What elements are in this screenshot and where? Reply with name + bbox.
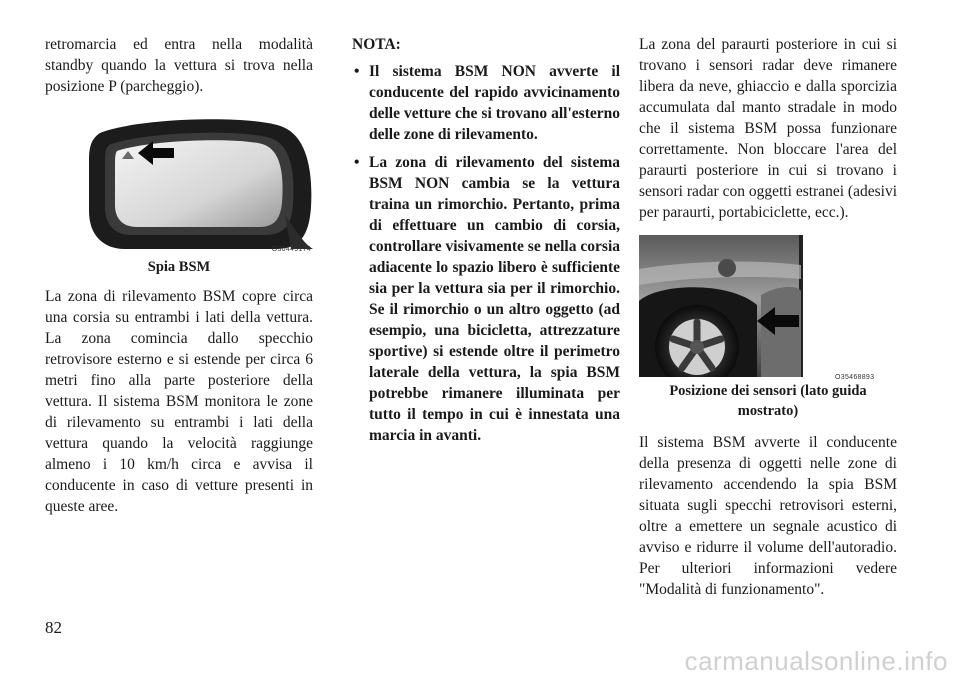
figure-caption: Spia BSM bbox=[147, 259, 211, 275]
list-item: • Il sistema BSM NON avverte il conducente del rapido avvicinamento delle vetture che si trovano all'esterno delle zone di rilevamento. bbox=[352, 61, 620, 145]
list-item: • La zona di rilevamento del sistema BSM NON cambia se la vettura traina un rimorchio. Pertanto, prima di effettuare un cambio di corsia, controllare visivamente se nella corsia adiacente lo spazio libero è sufficiente sia per la vettura sia per il rimorchio. Se il rimorchio o un altro oggetto (ad esempio, una bicicletta, attrezzature sportive) si estende oltre il perimetro laterale della vettura, la spia BSM potrebbe rimanere illuminata per tutto il tempo in cui è innestata una marcia in avanti. bbox=[352, 152, 620, 446]
page-number: 82 bbox=[45, 618, 62, 637]
note-list bbox=[352, 61, 620, 446]
car-rear-with-arrow-icon bbox=[639, 235, 897, 377]
middle-column bbox=[352, 34, 620, 453]
watermark-logo: carmanualsonline.info bbox=[684, 646, 948, 676]
left-column bbox=[45, 34, 313, 517]
body-paragraph: La zona del paraurti posteriore in cui si trovano i sensori radar deve rimanere libera da neve, ghiaccio e dalla sporcizia accumulata dal manto stradale in modo che il sistema BSM possa funzionare correttamente. Non bloccare l'area del paraurti posteriore in cui si trovano i sensori radar con oggetti estranei (adesivi per paraurti, portabiciclette, ecc.). bbox=[639, 36, 897, 221]
note-heading: NOTA: bbox=[352, 36, 401, 53]
right-column bbox=[639, 34, 897, 600]
body-paragraph: Il sistema BSM avverte il conducente della presenza di oggetti nelle zone di rilevamento accendendo la spia BSM situata sugli specchi retrovisori esterni, oltre a emettere un segnale acustico di avviso e ridurre il volume dell'autoradio. Per ulteriori informazioni vedere "Modalità di funzionamento". bbox=[639, 434, 897, 598]
figure-caption: Posizione dei sensori (lato guida mostrato) bbox=[669, 383, 867, 419]
bsm-mirror-figure bbox=[45, 111, 313, 251]
figure-id: O35468893 bbox=[835, 374, 875, 381]
figure-id: O30449174 bbox=[271, 246, 311, 253]
intro-paragraph: retromarcia ed entra nella modalità standby quando la vettura si trova nella posizione P (parcheggio). bbox=[45, 36, 313, 95]
sensor-position-figure bbox=[639, 235, 897, 381]
body-paragraph: La zona di rilevamento BSM copre circa una corsia su entrambi i lati della vettura. La zona comincia dallo specchio retrovisore esterno e si estende per circa 6 metri fino alla parte posteriore della vettura. Il sistema BSM monitora le zone di rilevamento su entrambi i lati della vettura quando la velocità raggiunge almeno i 10 km/h circa e avvisa il conducente in caso di vetture presenti in queste aree. bbox=[45, 288, 313, 515]
mirror-with-arrow-icon bbox=[45, 111, 313, 251]
